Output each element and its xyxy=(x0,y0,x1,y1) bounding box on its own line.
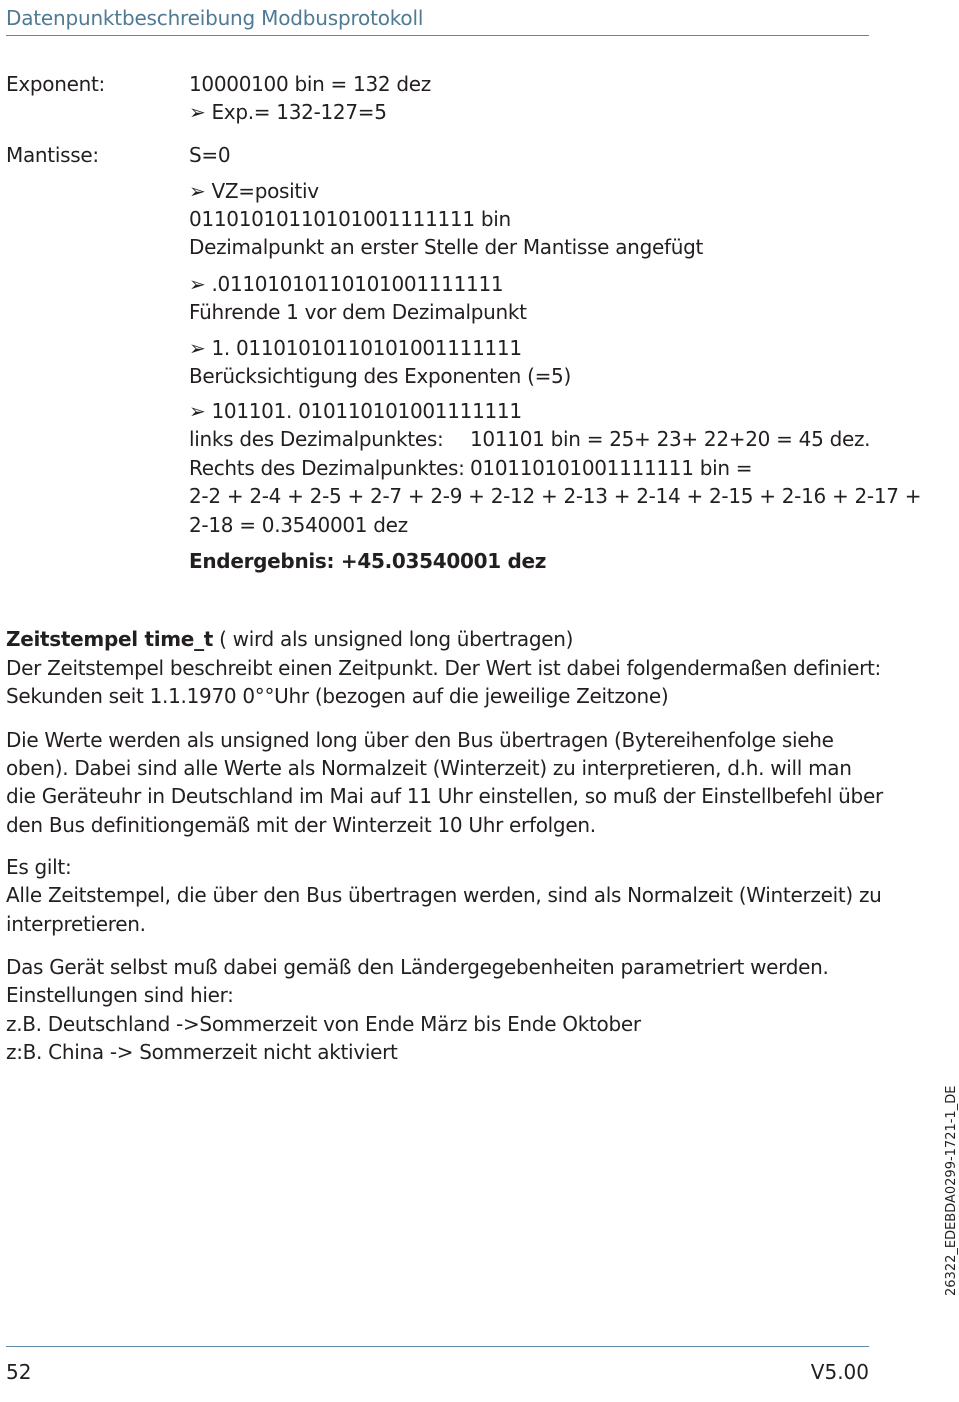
bits-shifted-text: 101101. 010110101001111111 xyxy=(211,399,522,423)
timestamp-p2-line-3: die Geräteuhr in Deutschland im Mai auf 11 Uhr einstellen, so muß der Einstellbefehl über xyxy=(6,784,883,808)
page-number: 52 xyxy=(6,1360,32,1384)
timestamp-heading-rest: ( wird als unsigned long übertragen) xyxy=(213,627,574,651)
timestamp-heading-bold: Zeitstempel time_t xyxy=(6,627,214,651)
document-code: 26322_EDEBDA0299-1721-1_DE xyxy=(944,1085,959,1296)
version-label: V5.00 xyxy=(810,1360,869,1384)
bits-with-one-text: 1. 01101010110101001111111 xyxy=(211,336,522,360)
timestamp-p3-line-2: Alle Zeitstempel, die über den Bus übertragen werden, sind als Normalzeit (Winterzeit) zu xyxy=(6,883,882,907)
exponent-line-2 xyxy=(189,98,387,126)
timestamp-p1-line-2: Sekunden seit 1.1.1970 0°°Uhr (bezogen auf die jeweilige Zeitzone) xyxy=(6,684,669,708)
dezimalpunkt-note: Dezimalpunkt an erster Stelle der Mantisse angefügt xyxy=(189,235,704,259)
mantisse-bits: 01101010110101001111111 bin xyxy=(189,207,511,231)
timestamp-heading xyxy=(6,625,573,653)
rechts-value: 010110101001111111 bin = xyxy=(470,456,753,480)
timestamp-p4-line-1: Das Gerät selbst muß dabei gemäß den Ländergegebenheiten parametriert werden. xyxy=(6,955,829,979)
rechts-label: Rechts des Dezimalpunktes: xyxy=(189,456,465,480)
links-line xyxy=(189,425,870,453)
bits-with-one xyxy=(189,334,522,362)
timestamp-p4-line-3: z.B. Deutschland ->Sommerzeit von Ende März bis Ende Oktober xyxy=(6,1012,641,1036)
exponent-note: Berücksichtigung des Exponenten (=5) xyxy=(189,364,571,388)
exponent-line-1: 10000100 bin = 132 dez xyxy=(189,72,431,96)
page-header-title: Datenpunktbeschreibung Modbusprotokoll xyxy=(6,6,424,30)
timestamp-p1-line-1: Der Zeitstempel beschreibt einen Zeitpunkt. Der Wert ist dabei folgendermaßen definiert: xyxy=(6,656,881,680)
header-divider xyxy=(6,35,869,36)
timestamp-p2-line-1: Die Werte werden als unsigned long über den Bus übertragen (Bytereihenfolge siehe xyxy=(6,728,834,752)
sum-line-2: 2-18 = 0.3540001 dez xyxy=(189,513,408,537)
fuehrende-note: Führende 1 vor dem Dezimalpunkt xyxy=(189,300,527,324)
mantisse-label: Mantisse: xyxy=(6,143,99,167)
exponent-label: Exponent: xyxy=(6,72,105,96)
links-value: 101101 bin = 25+ 23+ 22+20 = 45 dez. xyxy=(470,427,871,451)
sign-result-text: VZ=positiv xyxy=(211,179,319,203)
bits-shifted xyxy=(189,397,522,425)
timestamp-p2-line-4: den Bus definitiongemäß mit der Winterzeit 10 Uhr erfolgen. xyxy=(6,813,596,837)
sum-line-1: 2-2 + 2-4 + 2-5 + 2-7 + 2-9 + 2-12 + 2-13 + 2-14 + 2-15 + 2-16 + 2-17 + xyxy=(189,484,922,508)
timestamp-p4-line-2: Einstellungen sind hier: xyxy=(6,983,234,1007)
footer-divider xyxy=(6,1346,869,1347)
sign-result xyxy=(189,177,319,205)
exponent-line-2-text: Exp.= 132-127=5 xyxy=(211,100,387,124)
timestamp-p3-line-3: interpretieren. xyxy=(6,912,146,936)
timestamp-p4-line-4: z:B. China -> Sommerzeit nicht aktiviert xyxy=(6,1040,398,1064)
rechts-line xyxy=(189,454,752,482)
links-label: links des Dezimalpunktes: xyxy=(189,427,444,451)
timestamp-p2-line-2: oben). Dabei sind alle Werte als Normalzeit (Winterzeit) zu interpretieren, d.h. will man xyxy=(6,756,852,780)
bits-with-point xyxy=(189,270,503,298)
timestamp-p3-line-1: Es gilt: xyxy=(6,855,72,879)
sign-value: S=0 xyxy=(189,143,231,167)
bits-with-point-text: .01101010110101001111111 xyxy=(211,272,504,296)
final-result: Endergebnis: +45.03540001 dez xyxy=(189,549,547,573)
